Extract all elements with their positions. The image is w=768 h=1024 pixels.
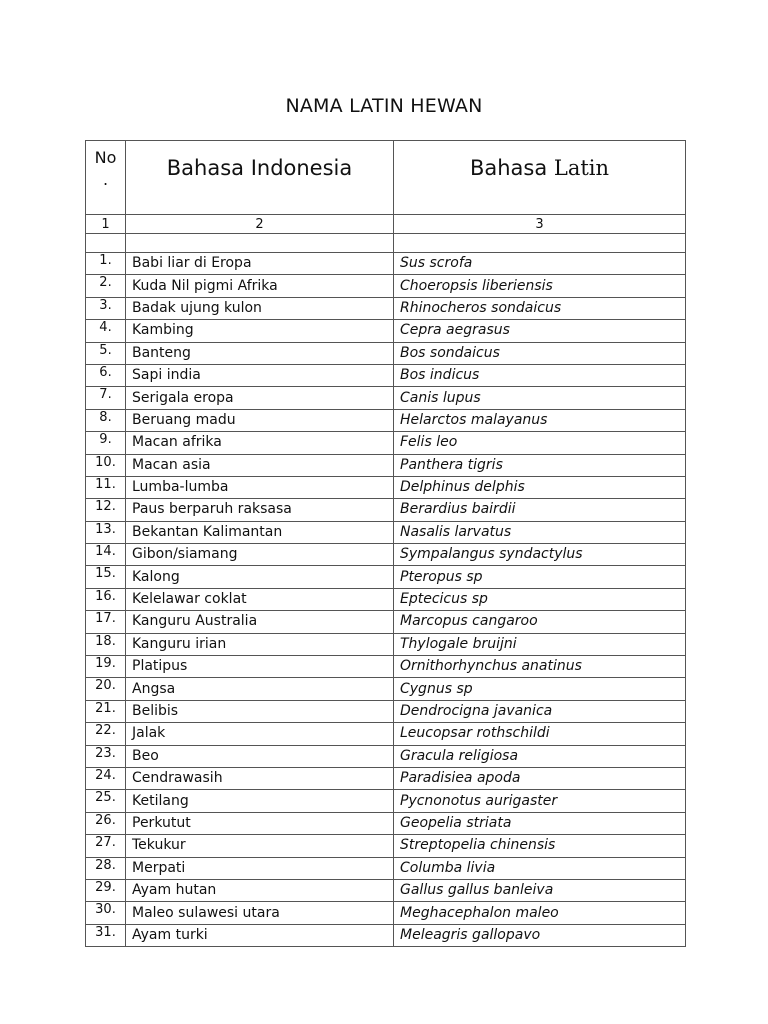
row-number: 4. bbox=[86, 320, 126, 342]
latin-name: Meghacephalon maleo bbox=[394, 902, 686, 924]
latin-name: Meleagris gallopavo bbox=[394, 924, 686, 946]
row-number: 14. bbox=[86, 544, 126, 566]
row-number: 11. bbox=[86, 476, 126, 498]
indonesian-name: Belibis bbox=[126, 700, 394, 722]
indonesian-name: Macan asia bbox=[126, 454, 394, 476]
column-number-row bbox=[86, 215, 686, 234]
row-number: 9. bbox=[86, 432, 126, 454]
table-row bbox=[86, 454, 686, 476]
row-number: 27. bbox=[86, 835, 126, 857]
row-number: 20. bbox=[86, 678, 126, 700]
latin-name: Cepra aegrasus bbox=[394, 320, 686, 342]
row-number: 18. bbox=[86, 633, 126, 655]
row-number: 15. bbox=[86, 566, 126, 588]
indonesian-name: Tekukur bbox=[126, 835, 394, 857]
latin-name: Choeropsis liberiensis bbox=[394, 275, 686, 297]
indonesian-name: Sapi india bbox=[126, 364, 394, 386]
latin-name: Sympalangus syndactylus bbox=[394, 544, 686, 566]
table-row bbox=[86, 253, 686, 275]
row-number: 13. bbox=[86, 521, 126, 543]
latin-name: Paradisiea apoda bbox=[394, 767, 686, 789]
table-row bbox=[86, 902, 686, 924]
latin-name: Geopelia striata bbox=[394, 812, 686, 834]
row-number: 30. bbox=[86, 902, 126, 924]
indonesian-name: Badak ujung kulon bbox=[126, 297, 394, 319]
table-row bbox=[86, 364, 686, 386]
latin-name: Thylogale bruijni bbox=[394, 633, 686, 655]
latin-name: Bos sondaicus bbox=[394, 342, 686, 364]
table-row bbox=[86, 320, 686, 342]
indonesian-name: Kanguru irian bbox=[126, 633, 394, 655]
table-row bbox=[86, 723, 686, 745]
table-row bbox=[86, 499, 686, 521]
row-number: 8. bbox=[86, 409, 126, 431]
row-number: 2. bbox=[86, 275, 126, 297]
row-number: 21. bbox=[86, 700, 126, 722]
row-number: 10. bbox=[86, 454, 126, 476]
latin-name: Panthera tigris bbox=[394, 454, 686, 476]
latin-name: Nasalis larvatus bbox=[394, 521, 686, 543]
header-latin-word1: Bahasa bbox=[469, 155, 548, 180]
table-row bbox=[86, 745, 686, 767]
table-row bbox=[86, 678, 686, 700]
row-number: 12. bbox=[86, 499, 126, 521]
latin-name: Pteropus sp bbox=[394, 566, 686, 588]
indonesian-name: Gibon/siamang bbox=[126, 544, 394, 566]
animal-latin-names-table bbox=[85, 140, 686, 947]
latin-name: Canis lupus bbox=[394, 387, 686, 409]
table-row bbox=[86, 387, 686, 409]
table-row bbox=[86, 476, 686, 498]
row-number: 28. bbox=[86, 857, 126, 879]
blank-cell bbox=[394, 234, 686, 253]
latin-name: Delphinus delphis bbox=[394, 476, 686, 498]
row-number: 19. bbox=[86, 656, 126, 678]
table-row bbox=[86, 700, 686, 722]
row-number: 17. bbox=[86, 611, 126, 633]
table-row bbox=[86, 857, 686, 879]
indonesian-name: Angsa bbox=[126, 678, 394, 700]
table-row bbox=[86, 521, 686, 543]
indonesian-name: Kelelawar coklat bbox=[126, 588, 394, 610]
table-row bbox=[86, 812, 686, 834]
indonesian-name: Ayam hutan bbox=[126, 879, 394, 901]
latin-name: Gracula religiosa bbox=[394, 745, 686, 767]
indonesian-name: Macan afrika bbox=[126, 432, 394, 454]
row-number: 29. bbox=[86, 879, 126, 901]
latin-name: Berardius bairdii bbox=[394, 499, 686, 521]
table-row bbox=[86, 924, 686, 946]
column-number: 1 bbox=[86, 215, 126, 234]
table-row bbox=[86, 297, 686, 319]
indonesian-name: Perkutut bbox=[126, 812, 394, 834]
table-header-row bbox=[86, 141, 686, 215]
table-row bbox=[86, 275, 686, 297]
table-row bbox=[86, 633, 686, 655]
header-no-dot: . bbox=[102, 170, 109, 189]
latin-name: Leucopsar rothschildi bbox=[394, 723, 686, 745]
latin-name: Cygnus sp bbox=[394, 678, 686, 700]
table-row bbox=[86, 588, 686, 610]
table-row bbox=[86, 879, 686, 901]
latin-name: Marcopus cangaroo bbox=[394, 611, 686, 633]
row-number: 26. bbox=[86, 812, 126, 834]
header-no-label: No bbox=[94, 148, 117, 167]
row-number: 16. bbox=[86, 588, 126, 610]
latin-name: Ornithorhynchus anatinus bbox=[394, 656, 686, 678]
row-number: 24. bbox=[86, 767, 126, 789]
blank-cell bbox=[86, 234, 126, 253]
latin-name: Bos indicus bbox=[394, 364, 686, 386]
latin-name: Rhinocheros sondaicus bbox=[394, 297, 686, 319]
indonesian-name: Cendrawasih bbox=[126, 767, 394, 789]
latin-name: Streptopelia chinensis bbox=[394, 835, 686, 857]
indonesian-name: Ayam turki bbox=[126, 924, 394, 946]
table-row bbox=[86, 790, 686, 812]
indonesian-name: Kalong bbox=[126, 566, 394, 588]
table-row bbox=[86, 409, 686, 431]
row-number: 22. bbox=[86, 723, 126, 745]
table-row bbox=[86, 835, 686, 857]
indonesian-name: Kuda Nil pigmi Afrika bbox=[126, 275, 394, 297]
indonesian-name: Kanguru Australia bbox=[126, 611, 394, 633]
indonesian-name: Beruang madu bbox=[126, 409, 394, 431]
indonesian-name: Babi liar di Eropa bbox=[126, 253, 394, 275]
header-latin-word2: Latin bbox=[553, 155, 610, 180]
row-number: 1. bbox=[86, 253, 126, 275]
table-row bbox=[86, 566, 686, 588]
table-row bbox=[86, 544, 686, 566]
table-row bbox=[86, 342, 686, 364]
indonesian-name: Ketilang bbox=[126, 790, 394, 812]
latin-name: Helarctos malayanus bbox=[394, 409, 686, 431]
latin-name: Felis leo bbox=[394, 432, 686, 454]
indonesian-name: Paus berparuh raksasa bbox=[126, 499, 394, 521]
table-row bbox=[86, 432, 686, 454]
indonesian-name: Banteng bbox=[126, 342, 394, 364]
indonesian-name: Serigala eropa bbox=[126, 387, 394, 409]
row-number: 6. bbox=[86, 364, 126, 386]
indonesian-name: Bekantan Kalimantan bbox=[126, 521, 394, 543]
table-row bbox=[86, 656, 686, 678]
row-number: 25. bbox=[86, 790, 126, 812]
table-row bbox=[86, 767, 686, 789]
header-latin bbox=[394, 141, 686, 215]
latin-name: Eptecicus sp bbox=[394, 588, 686, 610]
latin-name: Dendrocigna javanica bbox=[394, 700, 686, 722]
row-number: 5. bbox=[86, 342, 126, 364]
header-no bbox=[86, 141, 126, 215]
indonesian-name: Merpati bbox=[126, 857, 394, 879]
indonesian-name: Beo bbox=[126, 745, 394, 767]
row-number: 23. bbox=[86, 745, 126, 767]
row-number: 31. bbox=[86, 924, 126, 946]
header-indonesian: Bahasa Indonesia bbox=[126, 141, 394, 215]
indonesian-name: Lumba-lumba bbox=[126, 476, 394, 498]
table-row bbox=[86, 611, 686, 633]
indonesian-name: Kambing bbox=[126, 320, 394, 342]
blank-row bbox=[86, 234, 686, 253]
indonesian-name: Maleo sulawesi utara bbox=[126, 902, 394, 924]
latin-name: Gallus gallus banleiva bbox=[394, 879, 686, 901]
latin-name: Pycnonotus aurigaster bbox=[394, 790, 686, 812]
column-number: 2 bbox=[126, 215, 394, 234]
latin-name: Sus scrofa bbox=[394, 253, 686, 275]
indonesian-name: Jalak bbox=[126, 723, 394, 745]
row-number: 3. bbox=[86, 297, 126, 319]
latin-name: Columba livia bbox=[394, 857, 686, 879]
blank-cell bbox=[126, 234, 394, 253]
indonesian-name: Platipus bbox=[126, 656, 394, 678]
row-number: 7. bbox=[86, 387, 126, 409]
column-number: 3 bbox=[394, 215, 686, 234]
document-title: NAMA LATIN HEWAN bbox=[285, 95, 483, 117]
